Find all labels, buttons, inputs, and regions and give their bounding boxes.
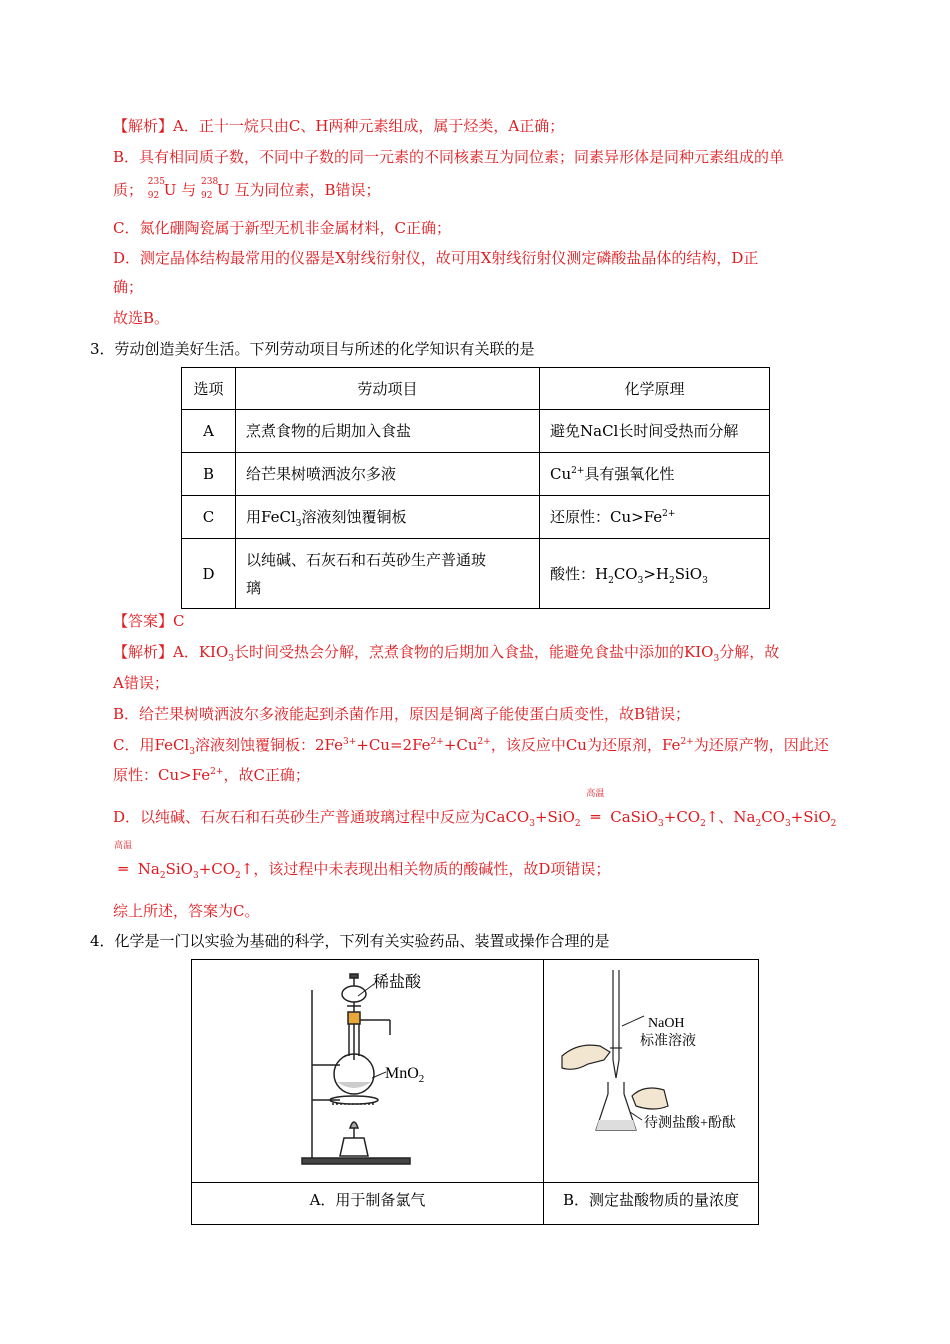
q3-header-option: 选项: [182, 368, 236, 410]
q3-row-principle: 还原性：$Cu>Fe^{2+}$: [540, 496, 770, 539]
isotope-u235: 235 92: [147, 177, 165, 201]
q3-analysis-b: B．给芒果树喷洒波尔多液能起到杀菌作用，原因是铜离子能使蛋白质变性，故B错误；: [113, 705, 691, 723]
q4-figure-table: [191, 959, 759, 1225]
q3-row-b: [182, 453, 770, 496]
q3-row-project: 烹煮食物的后期加入食盐: [236, 410, 540, 453]
q2-analysis-c: C．氮化硼陶瓷属于新型无机非金属材料，C正确；: [113, 219, 451, 237]
label-dilute-hcl: 稀盐酸: [373, 974, 422, 991]
q3-row-a: [182, 410, 770, 453]
q3-summary: 综上所述，答案为C。: [113, 902, 260, 920]
q3-table: [181, 367, 770, 609]
q3-header-principle: 化学原理: [540, 368, 770, 410]
q3-analysis-d2: 高温 ═ $Na_2SiO_3+CO_2↑$，该过程中未表现出相关物质的酸碱性，故D项错误；: [113, 841, 611, 881]
q3-row-option: C: [182, 496, 236, 539]
q3-row-option: A: [182, 410, 236, 453]
q3-row-project: 以纯碱、石灰石和石英砂生产普通玻 璃: [236, 539, 540, 609]
label-test-hcl: 待测盐酸+酚酞: [644, 1116, 736, 1131]
q3-analysis-d1: D．以纯碱、石灰石和石英砂生产普通玻璃过程中反应为CaCO$_3$+SiO$_2$ 高温 ═ $CaSiO_3+CO_2↑$、$Na_2CO_3+SiO_2$: [113, 789, 837, 829]
q3-row-principle: 酸性：$H_2CO_3>H_2SiO_3$: [540, 539, 770, 609]
q3-answer: 【答案】C: [113, 612, 185, 630]
q3-row-option: B: [182, 453, 236, 496]
q2-analysis-d2: 确；: [113, 278, 144, 296]
q2-analysis-b1: B．具有相同质子数，不同中子数的同一元素的不同核素互为同位素；同素异形体是同种元素组成的单: [113, 148, 785, 166]
q3-row-c: [182, 496, 770, 539]
q2-analysis-a: 【解析】A．正十一烷只由C、H两种元素组成，属于烃类，A正确；: [113, 117, 565, 135]
label-standard-solution: 标准溶液: [640, 1034, 696, 1049]
q3-row-project: 给芒果树喷洒波尔多液: [236, 453, 540, 496]
label-naoh: NaOH: [648, 1016, 685, 1031]
q3-analysis-c1: C．用FeCl$_3$溶液刻蚀覆铜板：$2Fe^{3+}+Cu=2Fe^{2+}+Cu^{2+}$，该反应中Cu为还原剂，$Fe^{2+}$为还原产物，因此还: [113, 736, 829, 757]
q3-row-d: [182, 539, 770, 609]
q2-conclusion: 故选B。: [113, 309, 170, 327]
q3-row-principle: $Cu^{2+}$具有强氧化性: [540, 453, 770, 496]
caption-a: A．用于制备氯气: [309, 1191, 426, 1209]
q4-stem: 4．化学是一门以实验为基础的科学，下列有关实验药品、装置或操作合理的是: [90, 932, 610, 950]
caption-b: B．测定盐酸物质的量浓度: [562, 1191, 740, 1209]
q3-row-project: 用FeCl$_3$溶液刻蚀覆铜板: [236, 496, 540, 539]
q3-analysis-a1: 【解析】A．$KIO_3$长时间受热会分解，烹煮食物的后期加入食盐，能避免食盐中添加的$KIO_3$分解，故: [113, 643, 780, 664]
q3-row-option: D: [182, 539, 236, 609]
q2-analysis-b2: 质； 235 92 U 与 238 92 U 互为同位素，B错误；: [113, 177, 381, 201]
isotope-u238: 238 92: [201, 177, 219, 201]
q3-analysis-c2: 原性：$Cu>Fe^{2+}$，故C正确；: [113, 766, 310, 784]
q3-analysis-a2: A错误；: [113, 674, 169, 692]
q3-stem: 3．劳动创造美好生活。下列劳动项目与所述的化学知识有关联的是: [90, 340, 535, 358]
chlorine-apparatus-figure: [192, 960, 542, 1182]
titration-figure: [544, 960, 758, 1182]
q3-row-principle: 避免NaCl长时间受热而分解: [540, 410, 770, 453]
label-mno2: MnO$_2$: [385, 1065, 425, 1085]
q3-header-project: 劳动项目: [236, 368, 540, 410]
q2-analysis-d1: D．测定晶体结构最常用的仪器是X射线衍射仪，故可用X射线衍射仪测定磷酸盐晶体的结构，D正: [113, 249, 759, 267]
